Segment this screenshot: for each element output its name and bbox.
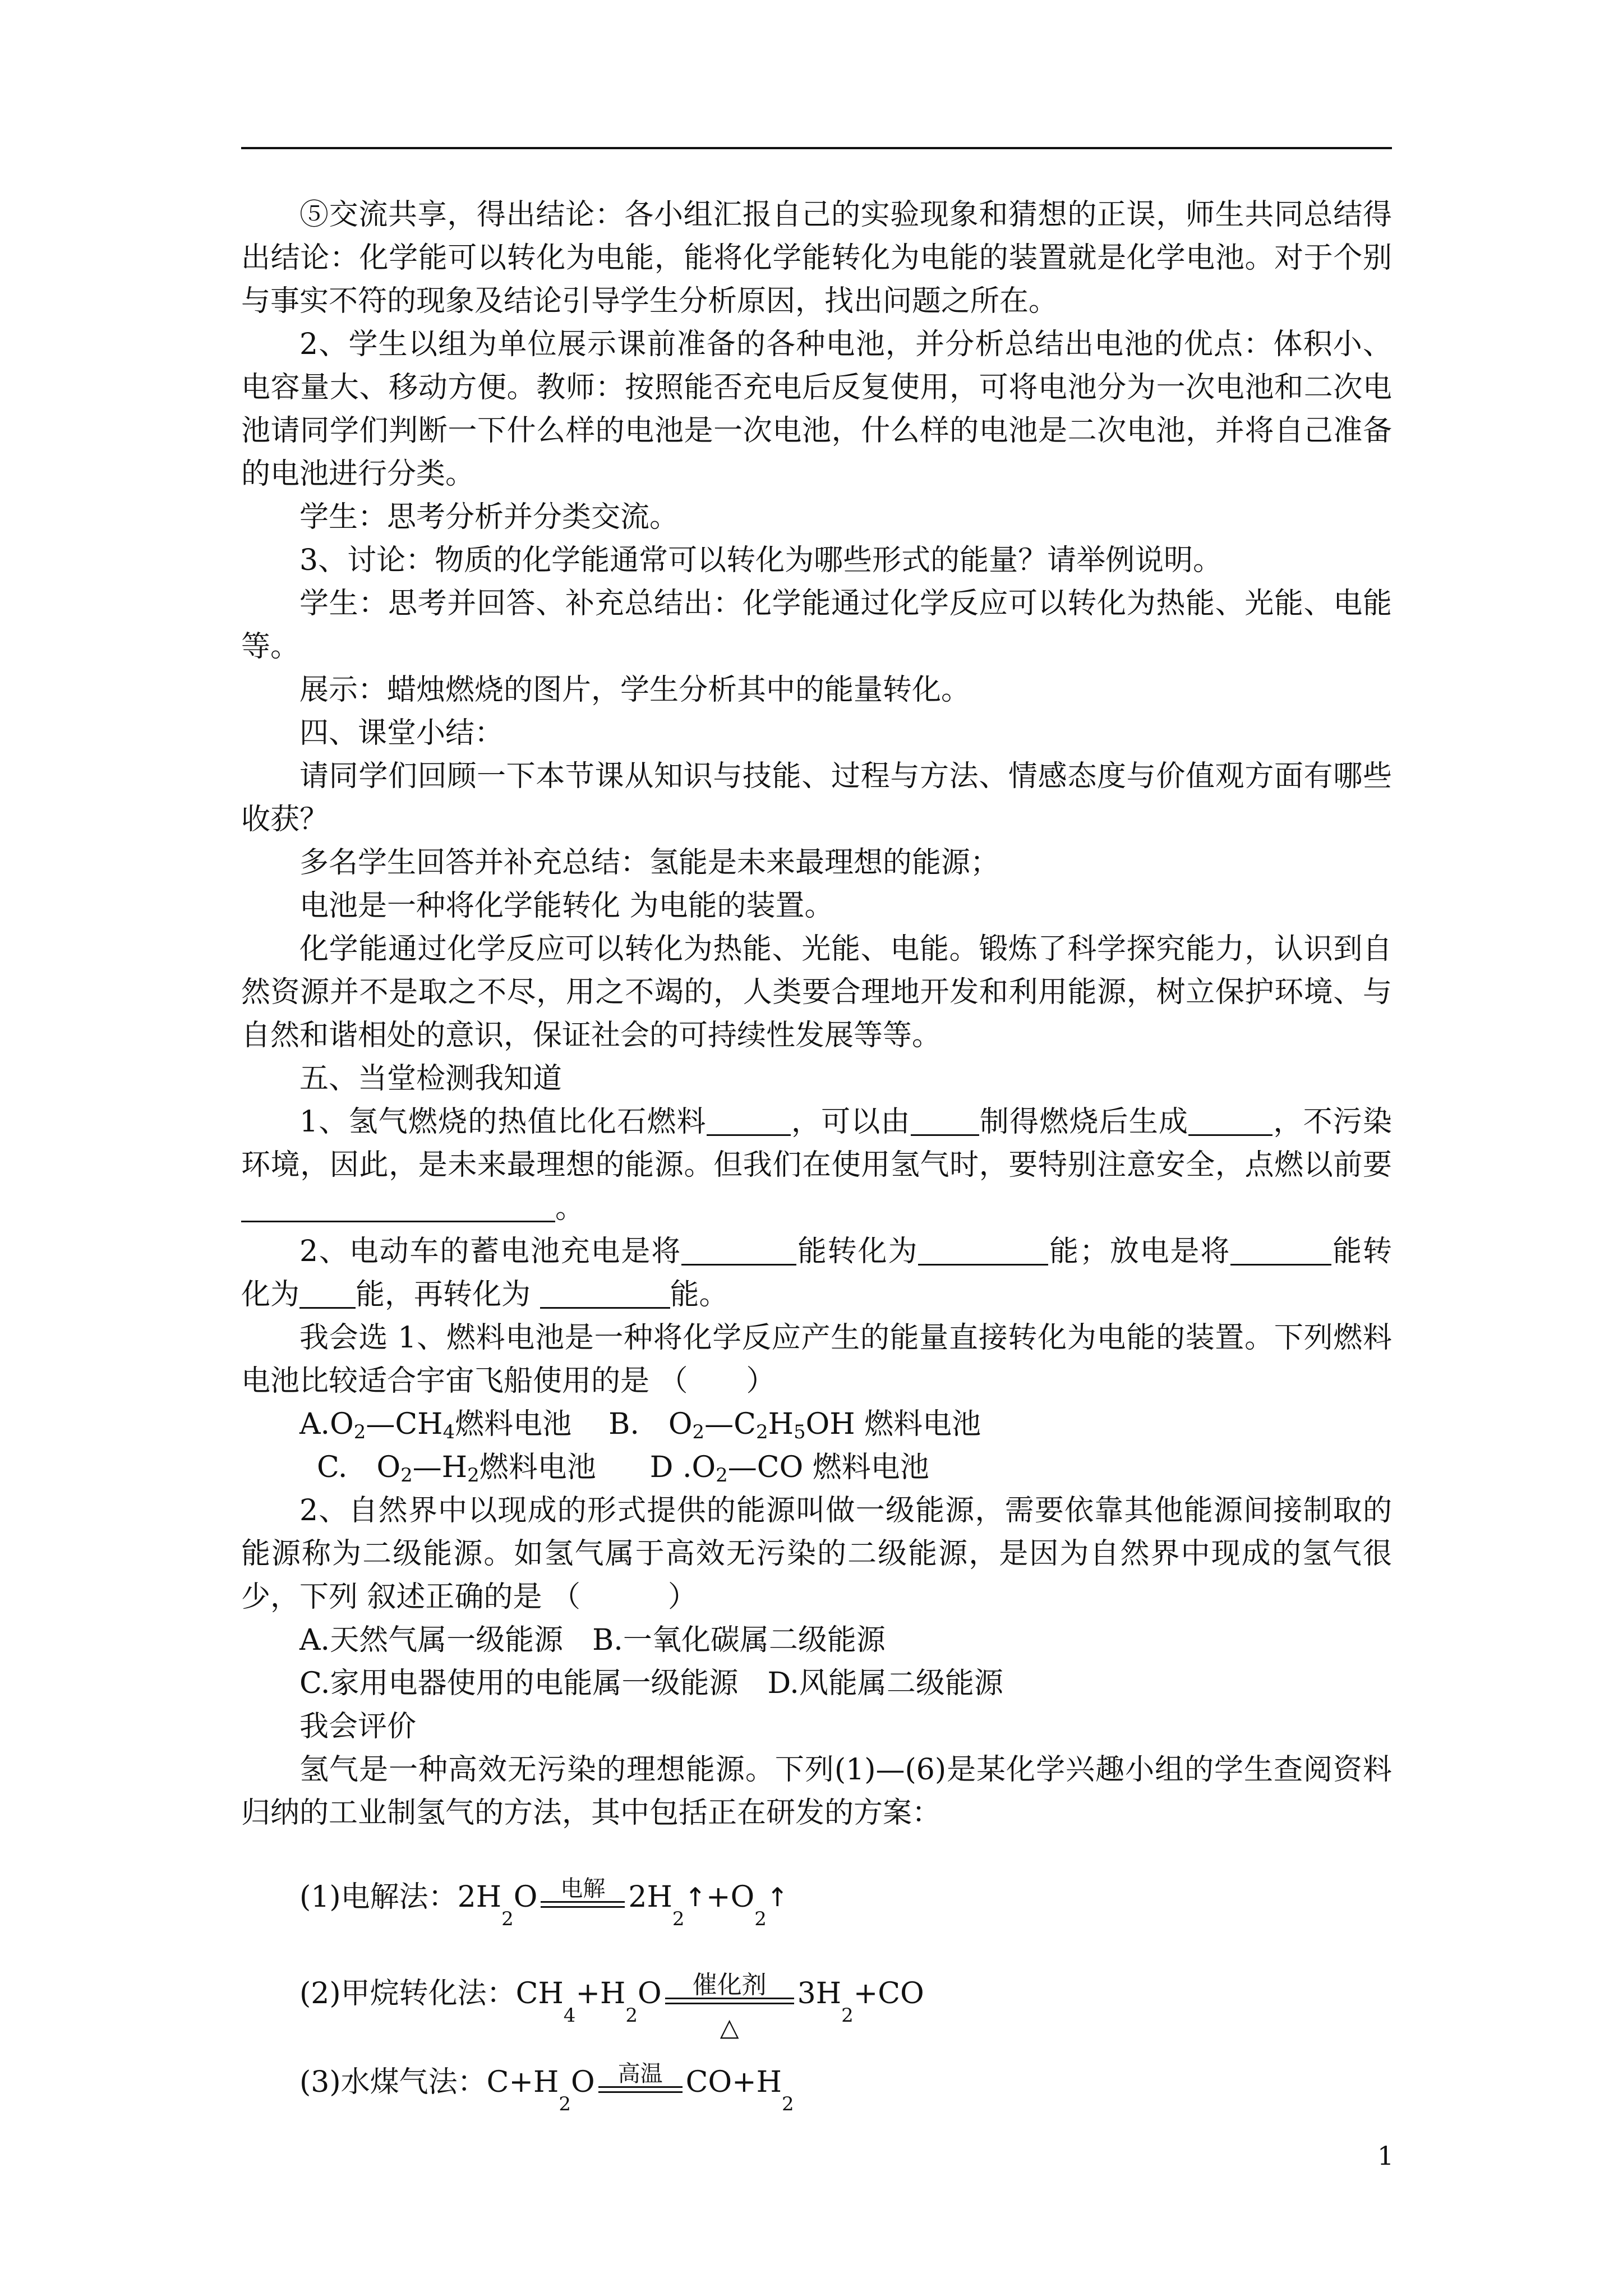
paragraph: 请同学们回顾一下本节课从知识与技能、过程与方法、情感态度与价值观方面有哪些收获？: [241, 760, 1392, 836]
equation-electrolysis: (1)电解法：2H 2 O 电解 2H 2 ↑ +O 2 ↑: [299, 1876, 789, 1930]
paragraph: ⑤交流共享，得出结论：各小组汇报自己的实验现象和猜想的正误，师生共同总结得出结论：化学能可以转化为电能，能将化学能转化为电能的装置就是化学电池。对于个别与事实不符的现象及结论引导学生分析原因，找出问题之所在。: [241, 198, 1392, 318]
paragraph: 学生：思考分析并分类交流。: [299, 500, 679, 534]
paragraph: 化学能通过化学反应可以转化为热能、光能、电能。锻炼了科学探究能力，认识到自然资源并不是取之不尽，用之不竭的，人类要合理地开发和利用能源，树立保护环境、与自然和谐相处的意识，保证社会的可持续性发展等等。: [241, 932, 1392, 1052]
paragraph: 氢气是一种高效无污染的理想能源。下列(1)—(6)是某化学兴趣小组的学生查阅资料归纳的工业制氢气的方法，其中包括正在研发的方案：: [241, 1753, 1392, 1830]
paragraph: 3、讨论：物质的化学能通常可以转化为哪些形式的能量？请举例说明。: [299, 544, 1223, 577]
equals-sign: [541, 1901, 625, 1908]
equation-methane-conversion: (2)甲烷转化法：CH 4 +H 2 O 催化剂 △ 3H 2 +CO: [299, 1971, 924, 2042]
paragraph: 多名学生回答并补充总结：氢能是未来最理想的能源；: [299, 846, 1000, 880]
section-heading: 五、当堂检测我知道: [299, 1062, 562, 1096]
answer-blank[interactable]: [681, 1235, 796, 1266]
answer-blank[interactable]: [241, 1191, 555, 1222]
answer-blank[interactable]: [1188, 1105, 1272, 1136]
paragraph: 展示：蜡烛燃烧的图片，学生分析其中的能量转化。: [299, 673, 971, 707]
equation-water-gas: (3)水煤气法：C+H 2 O 高温 CO+H 2: [299, 2061, 794, 2115]
document-body: [241, 194, 1392, 2115]
choice-options-cd: C. $O_2—H_2$燃料电池 D $.O_2—CO$ 燃料电池: [317, 1451, 929, 1487]
fill-blank-question-1: 1、氢气燃烧的热值比化石燃料 ，可以由 制得燃烧后生成 ，不污染环境，因此，是未来最理想的能源。但我们在使用氢气时，要特别注意安全，点燃以前要。: [241, 1105, 1392, 1225]
paragraph: 2、学生以组为单位展示课前准备的各种电池，并分析总结出电池的优点：体积小、电容量大、移动方便。教师：按照能否充电后反复使用，可将电池分为一次电池和二次电池请同学们判断一下什么样的电池是一次电池，什么样的电池是二次电池，并将自己准备的电池进行分类。: [241, 328, 1392, 491]
choice-question-2: 2、自然界中以现成的形式提供的能源叫做一级能源，需要依靠其他能源间接制取的能源称为二级能源。如氢气属于高效无污染的二级能源，是因为自然界中现成的氢气很少，下列 叙述正确的是 （ ）: [241, 1494, 1392, 1614]
paragraph: 学生：思考并回答、补充总结出：化学能通过化学反应可以转化为热能、光能、电能等。: [241, 587, 1392, 664]
answer-blank[interactable]: [918, 1235, 1048, 1266]
answer-blank[interactable]: [911, 1105, 979, 1136]
gas-arrow-icon: ↑: [684, 1882, 706, 1912]
choice-options-ab: $A.O_2—CH_4$燃料电池 B. $O_2—C_2H_5OH$ 燃料电池: [299, 1407, 981, 1443]
heat-triangle-icon: △: [720, 2013, 739, 2042]
fill-blank-question-2: 2、电动车的蓄电池充电是将 能转化为 能；放电是将 能转化为 能，再转化为 能。: [241, 1235, 1392, 1312]
header-rule: [241, 147, 1392, 149]
answer-blank[interactable]: [1230, 1235, 1331, 1266]
choice-options-cd: C.家用电器使用的电能属一级能源 D.风能属二级能源: [299, 1667, 1003, 1700]
gas-arrow-icon: ↑: [766, 1882, 789, 1912]
equals-sign: [665, 1998, 794, 2004]
answer-blank[interactable]: [707, 1105, 791, 1136]
section-heading: 四、课堂小结：: [299, 716, 504, 750]
paragraph: 电池是一种将化学能转化 为电能的装置。: [299, 889, 834, 923]
reaction-condition: 高温: [598, 2062, 683, 2104]
answer-blank[interactable]: [299, 1278, 356, 1309]
choice-options-ab: A.天然气属一级能源 B.一氧化碳属二级能源: [299, 1623, 886, 1657]
reaction-condition: 催化剂 △: [665, 1973, 794, 2016]
choice-question-1: 我会选 1、燃料电池是一种将化学反应产生的能量直接转化为电能的装置。下列燃料电池比较适合宇宙飞船使用的是 （ ）: [241, 1321, 1392, 1398]
section-heading: 我会评价: [299, 1710, 417, 1743]
equals-sign: [598, 2086, 683, 2093]
page-number: 1: [1377, 2141, 1394, 2171]
answer-blank[interactable]: [540, 1278, 670, 1309]
reaction-condition: 电解: [541, 1876, 625, 1919]
